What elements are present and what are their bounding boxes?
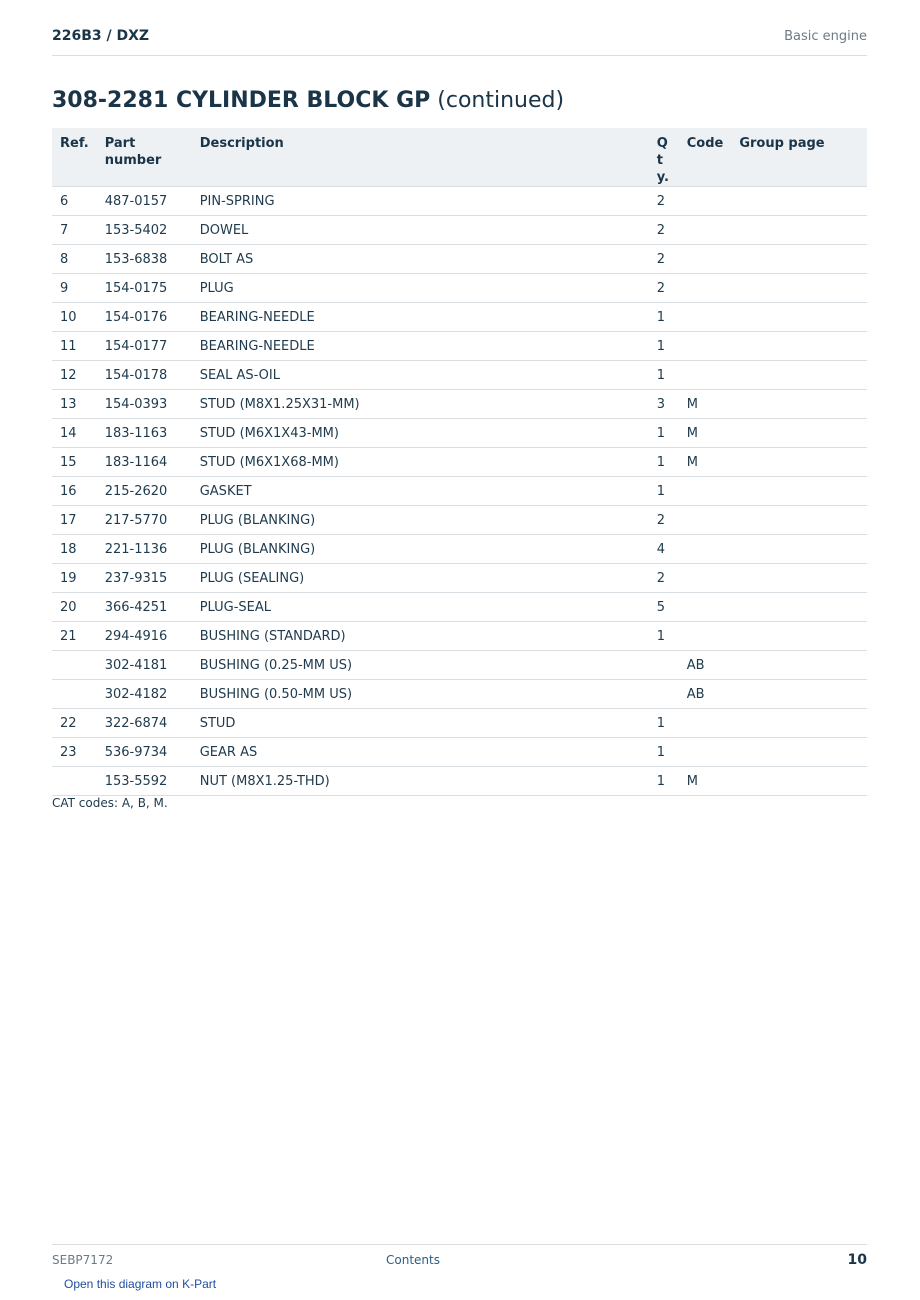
cell-code: AB: [679, 651, 732, 680]
cell-ref: 15: [52, 448, 97, 477]
column-header-ref: Ref.: [52, 128, 97, 187]
cell-code: [679, 535, 732, 564]
table-row: [52, 303, 867, 332]
cell-group-page: [731, 738, 867, 767]
cell-group-page: [731, 709, 867, 738]
cell-qty: 1: [649, 477, 679, 506]
cell-code: [679, 216, 732, 245]
cell-description: STUD: [192, 709, 649, 738]
title-group-name: 308-2281 CYLINDER BLOCK GP: [52, 88, 431, 113]
cell-part-number: 154-0393: [97, 390, 192, 419]
table-row: [52, 738, 867, 767]
cell-qty: [649, 651, 679, 680]
section-label: Basic engine: [784, 29, 867, 44]
cell-part-number: 183-1163: [97, 419, 192, 448]
column-header-code: Code: [679, 128, 732, 187]
cell-qty: 2: [649, 187, 679, 216]
cell-description: PLUG (SEALING): [192, 564, 649, 593]
cell-description: GASKET: [192, 477, 649, 506]
cell-ref: 7: [52, 216, 97, 245]
cell-ref: 21: [52, 622, 97, 651]
table-row: [52, 245, 867, 274]
cell-code: [679, 274, 732, 303]
cell-group-page: [731, 680, 867, 709]
column-header-part-number: Part number: [97, 128, 192, 187]
cell-group-page: [731, 477, 867, 506]
cell-part-number: 487-0157: [97, 187, 192, 216]
cell-group-page: [731, 419, 867, 448]
cell-code: [679, 738, 732, 767]
cell-part-number: 221-1136: [97, 535, 192, 564]
cell-ref: 17: [52, 506, 97, 535]
cell-group-page: [731, 216, 867, 245]
cell-code: [679, 622, 732, 651]
cell-group-page: [731, 361, 867, 390]
cell-code: [679, 477, 732, 506]
cell-code: [679, 187, 732, 216]
cell-ref: 13: [52, 390, 97, 419]
cell-description: SEAL AS-OIL: [192, 361, 649, 390]
cell-description: BUSHING (0.25-MM US): [192, 651, 649, 680]
cell-group-page: [731, 303, 867, 332]
cell-group-page: [731, 332, 867, 361]
cell-qty: 1: [649, 738, 679, 767]
cell-part-number: 536-9734: [97, 738, 192, 767]
cell-group-page: [731, 245, 867, 274]
cell-part-number: 294-4916: [97, 622, 192, 651]
document-code: SEBP7172: [52, 1253, 114, 1267]
model-label: 226B3 / DXZ: [52, 28, 150, 44]
page-title: [52, 88, 564, 113]
cell-qty: 1: [649, 419, 679, 448]
table-row: [52, 593, 867, 622]
cell-ref: 23: [52, 738, 97, 767]
table-row: [52, 564, 867, 593]
cell-code: [679, 245, 732, 274]
cell-qty: 5: [649, 593, 679, 622]
contents-link[interactable]: Contents: [386, 1253, 440, 1267]
cell-ref: 18: [52, 535, 97, 564]
table-row: [52, 361, 867, 390]
cell-ref: 22: [52, 709, 97, 738]
cell-code: [679, 303, 732, 332]
cell-qty: 1: [649, 709, 679, 738]
cell-description: BUSHING (0.50-MM US): [192, 680, 649, 709]
table-row: [52, 187, 867, 216]
table-row: [52, 535, 867, 564]
cell-qty: 1: [649, 332, 679, 361]
cell-ref: 11: [52, 332, 97, 361]
cell-ref: 19: [52, 564, 97, 593]
cell-part-number: 154-0178: [97, 361, 192, 390]
cell-qty: 3: [649, 390, 679, 419]
table-row: [52, 709, 867, 738]
cell-code: AB: [679, 680, 732, 709]
column-header-description: Description: [192, 128, 649, 187]
page-number: 10: [847, 1252, 867, 1268]
parts-table: [52, 128, 867, 796]
cell-qty: 1: [649, 361, 679, 390]
cell-group-page: [731, 622, 867, 651]
cell-ref: 6: [52, 187, 97, 216]
cell-qty: 1: [649, 448, 679, 477]
cell-part-number: 183-1164: [97, 448, 192, 477]
header-divider: [52, 55, 867, 56]
title-continued: (continued): [430, 88, 565, 113]
cell-qty: 4: [649, 535, 679, 564]
cell-code: [679, 593, 732, 622]
cell-ref: 12: [52, 361, 97, 390]
cell-description: GEAR AS: [192, 738, 649, 767]
cell-part-number: 322-6874: [97, 709, 192, 738]
cell-ref: [52, 767, 97, 796]
cell-description: STUD (M6X1X68-MM): [192, 448, 649, 477]
cell-qty: 1: [649, 303, 679, 332]
column-header-qty: Qty.: [649, 128, 679, 187]
cell-description: PLUG: [192, 274, 649, 303]
cell-part-number: 153-5592: [97, 767, 192, 796]
cell-code: [679, 564, 732, 593]
cell-description: BEARING-NEEDLE: [192, 332, 649, 361]
cell-qty: 1: [649, 767, 679, 796]
parts-table-body: [52, 187, 867, 796]
cell-ref: 9: [52, 274, 97, 303]
table-row: [52, 651, 867, 680]
cell-qty: [649, 680, 679, 709]
column-header-group-page: Group page: [731, 128, 867, 187]
cell-description: PIN-SPRING: [192, 187, 649, 216]
cell-group-page: [731, 506, 867, 535]
cell-part-number: 153-6838: [97, 245, 192, 274]
cell-ref: 8: [52, 245, 97, 274]
cell-part-number: 153-5402: [97, 216, 192, 245]
cell-group-page: [731, 593, 867, 622]
cat-codes-note: CAT codes: A, B, M.: [52, 796, 168, 810]
cell-group-page: [731, 651, 867, 680]
cell-code: [679, 709, 732, 738]
cell-description: PLUG-SEAL: [192, 593, 649, 622]
table-row: [52, 680, 867, 709]
cell-ref: [52, 680, 97, 709]
cell-code: M: [679, 390, 732, 419]
table-row: [52, 622, 867, 651]
cell-group-page: [731, 274, 867, 303]
table-row: [52, 332, 867, 361]
cell-ref: 20: [52, 593, 97, 622]
table-row: [52, 419, 867, 448]
cell-qty: 1: [649, 622, 679, 651]
cell-part-number: 154-0175: [97, 274, 192, 303]
cell-description: BOLT AS: [192, 245, 649, 274]
table-row: [52, 390, 867, 419]
table-row: [52, 448, 867, 477]
cell-description: NUT (M8X1.25-THD): [192, 767, 649, 796]
cell-part-number: 215-2620: [97, 477, 192, 506]
table-row: [52, 274, 867, 303]
table-row: [52, 506, 867, 535]
cell-group-page: [731, 564, 867, 593]
kpart-diagram-link[interactable]: Open this diagram on K-Part: [64, 1277, 217, 1291]
cell-description: BEARING-NEEDLE: [192, 303, 649, 332]
cell-part-number: 237-9315: [97, 564, 192, 593]
cell-group-page: [731, 535, 867, 564]
cell-code: [679, 506, 732, 535]
cell-qty: 2: [649, 274, 679, 303]
footer-divider: [52, 1244, 867, 1245]
cell-description: DOWEL: [192, 216, 649, 245]
cell-ref: 14: [52, 419, 97, 448]
cell-description: STUD (M8X1.25X31-MM): [192, 390, 649, 419]
cell-part-number: 302-4182: [97, 680, 192, 709]
cell-description: STUD (M6X1X43-MM): [192, 419, 649, 448]
cell-part-number: 154-0176: [97, 303, 192, 332]
cell-group-page: [731, 187, 867, 216]
cell-qty: 2: [649, 506, 679, 535]
cell-description: BUSHING (STANDARD): [192, 622, 649, 651]
cell-group-page: [731, 448, 867, 477]
cell-part-number: 302-4181: [97, 651, 192, 680]
cell-description: PLUG (BLANKING): [192, 535, 649, 564]
cell-part-number: 217-5770: [97, 506, 192, 535]
table-row: [52, 767, 867, 796]
cell-part-number: 154-0177: [97, 332, 192, 361]
table-row: [52, 216, 867, 245]
page-header: [52, 28, 867, 44]
cell-code: M: [679, 419, 732, 448]
cell-part-number: 366-4251: [97, 593, 192, 622]
table-row: [52, 477, 867, 506]
table-header-row: [52, 128, 867, 187]
cell-code: [679, 361, 732, 390]
cell-ref: 10: [52, 303, 97, 332]
cell-ref: [52, 651, 97, 680]
cell-code: M: [679, 448, 732, 477]
cell-qty: 2: [649, 564, 679, 593]
cell-code: [679, 332, 732, 361]
cell-qty: 2: [649, 216, 679, 245]
cell-group-page: [731, 767, 867, 796]
cell-code: M: [679, 767, 732, 796]
cell-group-page: [731, 390, 867, 419]
cell-description: PLUG (BLANKING): [192, 506, 649, 535]
cell-qty: 2: [649, 245, 679, 274]
cell-ref: 16: [52, 477, 97, 506]
